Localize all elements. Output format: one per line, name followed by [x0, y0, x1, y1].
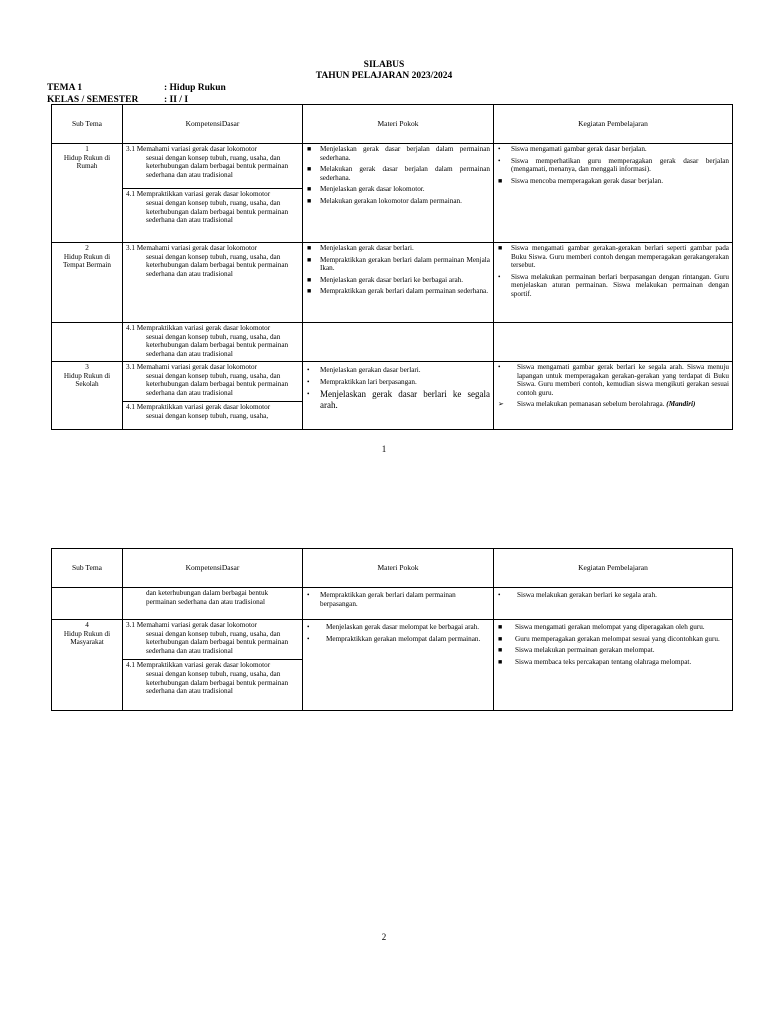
list-item: ■ Siswa mengamati gambar gerakan-gerakan berlari seperti gambar pada Buku Siswa. Guru memberi contoh dengan memperagakan gerakangerakan tersebut. — [498, 244, 729, 270]
list-item: • Menjelaskan gerakan dasar berlari. — [307, 366, 421, 374]
list-item: ■ Siswa membaca teks percakapan tentang olahraga melompat. — [498, 657, 692, 666]
round-bullet-icon: • — [307, 377, 310, 386]
emphasis-mandiri: (Mandiri) — [666, 400, 696, 409]
subtema-name: Hidup Rukun di Masyarakat — [63, 629, 111, 647]
table-row — [52, 243, 733, 323]
list-item: • Siswa mengamati gambar gerak dasar berjalan. — [498, 145, 647, 153]
column-header-subtema: Sub Tema — [52, 549, 123, 588]
subtema-cell-empty — [52, 588, 123, 620]
materi-cell — [303, 362, 494, 430]
list-item: • Mempraktikkan lari berpasangan. — [307, 377, 417, 386]
round-bullet-icon: • — [307, 623, 310, 631]
square-bullet-icon: ■ — [498, 634, 503, 643]
round-bullet-icon: • — [498, 363, 501, 371]
subtema-cell — [52, 620, 123, 711]
kd-heading: 3.1 Memahami variasi gerak dasar lokomotor — [126, 145, 257, 153]
column-header-subtema: Sub Tema — [52, 105, 123, 144]
square-bullet-icon: ■ — [307, 185, 312, 194]
subtema-number: 2 — [85, 244, 89, 252]
subtema-cell — [52, 362, 123, 430]
square-bullet-icon: ■ — [307, 196, 312, 205]
square-bullet-icon: ■ — [307, 255, 312, 264]
subtema-name: Hidup Rukun di Rumah — [63, 153, 111, 171]
list-item: ■ Guru memperagakan gerakan melompat sesuai yang dicontohkan guru. — [498, 634, 720, 643]
list-item: ■ Menjelaskan gerak dasar lokomotor. — [307, 185, 425, 194]
round-bullet-icon: • — [498, 156, 501, 165]
kd-text: sesuai dengan konsep tubuh, ruang, usaha, dan keterhubungan dalam berbagai bentuk permainan sederhana dan atau tradisional — [146, 198, 289, 225]
kd-text: sesuai dengan konsep tubuh, ruang, usaha, — [146, 411, 269, 420]
materi-cell — [303, 588, 494, 620]
subtema-cell-empty — [52, 323, 123, 362]
square-bullet-icon: ■ — [498, 176, 503, 185]
kompetensi-cell — [123, 243, 303, 323]
table-row — [52, 323, 733, 362]
round-bullet-icon: • — [307, 366, 310, 374]
kd-text: sesuai dengan konsep tubuh, ruang, usaha, dan keterhubungan dalam berbagai bentuk permainan sederhana dan atau tradisional — [146, 371, 289, 397]
table-row — [52, 620, 733, 711]
kd-heading: 4.1 Mempraktikkan variasi gerak dasar lokomotor — [126, 190, 271, 199]
kd-heading: 4.1 Mempraktikkan variasi gerak dasar lokomotor — [126, 661, 271, 670]
kd-4-1 — [123, 188, 302, 224]
kd-3-1 — [126, 363, 299, 397]
square-bullet-icon: ■ — [307, 165, 312, 174]
list-item: • Siswa melakukan gerakan berlari ke segala arah. — [498, 591, 657, 599]
table-row — [52, 588, 733, 620]
table-row — [52, 144, 733, 243]
kelas-value: : II / I — [164, 95, 189, 105]
list-item: ➢ Siswa melakukan pemanasan sebelum berolahraga. (Mandiri) — [498, 400, 696, 409]
square-bullet-icon: ■ — [498, 623, 503, 631]
materi-cell — [303, 620, 494, 711]
list-item: • Mempraktikkan gerak berlari dalam permainan berpasangan. — [307, 591, 456, 608]
subtema-name: Hidup Rukun di Tempat Bermain — [63, 252, 111, 270]
kd-4-1 — [123, 659, 302, 695]
kd-text: sesuai dengan konsep tubuh, ruang, usaha, dan keterhubungan dalam berbagai bentuk permainan sederhana dan atau tradisional — [146, 669, 289, 696]
document-title: SILABUS — [363, 60, 405, 70]
kompetensi-cell — [123, 362, 303, 430]
column-header-kompetensi: KompetensiDasar — [123, 549, 303, 588]
list-item: • Siswa mengamati gambar gerak berlari ke segala arah. Siswa menuju lapangan untuk memperagakan gerakan-gerakan yang terdapat di Buku Siswa. Guru memberi contoh, kemudian siswa mengikuti gerakan sesuai contoh guru. — [498, 363, 729, 397]
round-bullet-icon: • — [307, 634, 310, 643]
list-item: ■ Siswa mencoba memperagakan gerak dasar berjalan. — [498, 176, 664, 185]
kd-heading: 3.1 Memahami variasi gerak dasar lokomotor — [126, 244, 257, 252]
square-bullet-icon: ■ — [307, 244, 312, 252]
kegiatan-cell — [494, 144, 733, 243]
syllabus-table-page-1 — [51, 104, 733, 430]
round-bullet-icon: • — [498, 145, 501, 153]
subtema-cell — [52, 243, 123, 323]
materi-cell — [303, 144, 494, 243]
kd-text: sesuai dengan konsep tubuh, ruang, usaha, dan keterhubungan dalam berbagai bentuk permainan sederhana dan atau tradisional — [146, 153, 289, 179]
kompetensi-cell — [123, 588, 303, 620]
round-bullet-icon: • — [307, 390, 310, 399]
kompetensi-cell — [123, 323, 303, 362]
list-item: • Menjelaskan gerak dasar berlari ke segala arah. — [307, 389, 490, 410]
kompetensi-cell — [123, 144, 303, 243]
tema-value: : Hidup Rukun — [164, 83, 226, 93]
subtema-number: 1 — [85, 145, 89, 153]
kd-text: sesuai dengan konsep tubuh, ruang, usaha, dan keterhubungan dalam berbagai bentuk permainan sederhana dan atau tradisional — [146, 252, 289, 278]
list-item: ■ Mempraktikkan gerak berlari dalam permainan sederhana. — [307, 287, 489, 296]
column-header-materi: Materi Pokok — [303, 105, 494, 144]
table-row — [52, 362, 733, 430]
square-bullet-icon: ■ — [498, 646, 503, 655]
column-header-kegiatan: Kegiatan Pembelajaran — [494, 105, 733, 144]
kegiatan-cell — [494, 243, 733, 323]
table-header-row — [52, 549, 733, 588]
subtema-number: 4 — [85, 621, 89, 629]
subtema-cell — [52, 144, 123, 243]
column-header-kompetensi: KompetensiDasar — [123, 105, 303, 144]
square-bullet-icon: ■ — [498, 657, 503, 666]
kd-text: sesuai dengan konsep tubuh, ruang, usaha, dan keterhubungan dalam berbagai bentuk permainan sederhana dan atau tradisional — [146, 629, 289, 655]
kd-heading: 3.1 Memahami variasi gerak dasar lokomotor — [126, 363, 257, 371]
list-item: • Siswa melakukan permainan berlari berpasangan dengan rintangan. Guru menjelaskan aturan permainan. Siswa melakukan permainan dengan sportif. — [498, 272, 729, 298]
document-subtitle: TAHUN PELAJARAN 2023/2024 — [315, 71, 453, 81]
square-bullet-icon: ■ — [307, 287, 312, 296]
square-bullet-icon: ■ — [307, 275, 312, 284]
kompetensi-cell — [123, 620, 303, 711]
list-item: • Siswa memperhatikan guru memperagakan gerak dasar berjalan (mengamati, menanya, dan menggali informasi). — [498, 156, 729, 174]
list-item: ■ Siswa melakukan permainan gerakan melompat. — [498, 646, 655, 655]
materi-cell-empty — [303, 323, 494, 362]
kd-heading: 4.1 Mempraktikkan variasi gerak dasar lokomotor — [126, 324, 271, 332]
round-bullet-icon: • — [498, 591, 501, 599]
round-bullet-icon: • — [307, 591, 310, 599]
page-number-1: 1 — [381, 444, 387, 454]
round-bullet-icon: • — [498, 272, 501, 281]
list-item: ■ Menjelaskan gerak dasar berjalan dalam permainan sederhana. — [307, 145, 490, 162]
kd-text: sesuai dengan konsep tubuh, ruang, usaha, dan keterhubungan dalam berbagai bentuk permainan sederhana dan atau tradisional — [146, 332, 289, 358]
square-bullet-icon: ■ — [307, 145, 312, 153]
list-item: ■ Mempraktikkan gerakan berlari dalam permainan Menjala Ikan. — [307, 255, 490, 273]
arrow-bullet-icon: ➢ — [498, 400, 504, 409]
kd-heading: 4.1 Mempraktikkan variasi gerak dasar lokomotor — [126, 403, 271, 412]
kd-4-1 — [126, 324, 299, 358]
square-bullet-icon: ■ — [498, 244, 503, 252]
list-item: ■ Melakukan gerakan lokomotor dalam permainan. — [307, 196, 462, 205]
kd-3-1 — [126, 145, 299, 179]
materi-cell — [303, 243, 494, 323]
kegiatan-cell — [494, 362, 733, 430]
kegiatan-cell-empty — [494, 323, 733, 362]
list-item: • Menjelaskan gerak dasar melompat ke berbagai arah. — [307, 623, 480, 631]
list-item: ■ Menjelaskan gerak dasar berlari. — [307, 244, 414, 252]
kd-3-1 — [126, 244, 299, 278]
kelas-label: KELAS / SEMESTER — [47, 95, 139, 105]
subtema-name: Hidup Rukun di Sekolah — [63, 371, 111, 389]
syllabus-table-page-2 — [51, 548, 733, 711]
kd-4-1 — [123, 401, 302, 420]
list-item: ■ Menjelaskan gerak dasar berlari ke berbagai arah. — [307, 275, 464, 284]
table-header-row — [52, 105, 733, 144]
list-item: ■ Melakukan gerak dasar berjalan dalam permainan sederhana. — [307, 165, 490, 182]
subtema-number: 3 — [85, 363, 89, 371]
kd-heading: 3.1 Memahami variasi gerak dasar lokomotor — [126, 621, 257, 629]
column-header-kegiatan: Kegiatan Pembelajaran — [494, 549, 733, 588]
column-header-materi: Materi Pokok — [303, 549, 494, 588]
kd-3-1 — [126, 621, 299, 655]
list-item: • Mempraktikkan gerakan melompat dalam permainan. — [307, 634, 481, 643]
kd-text: dan keterhubungan dalam berbagai bentuk permainan sederhana dan atau tradisional — [146, 589, 269, 606]
list-item: ■ Siswa mengamati gerakan melompat yang diperagakan oleh guru. — [498, 623, 705, 631]
kegiatan-cell — [494, 620, 733, 711]
page-number-2: 2 — [381, 932, 387, 942]
tema-label: TEMA 1 — [47, 83, 83, 93]
kegiatan-cell — [494, 588, 733, 620]
